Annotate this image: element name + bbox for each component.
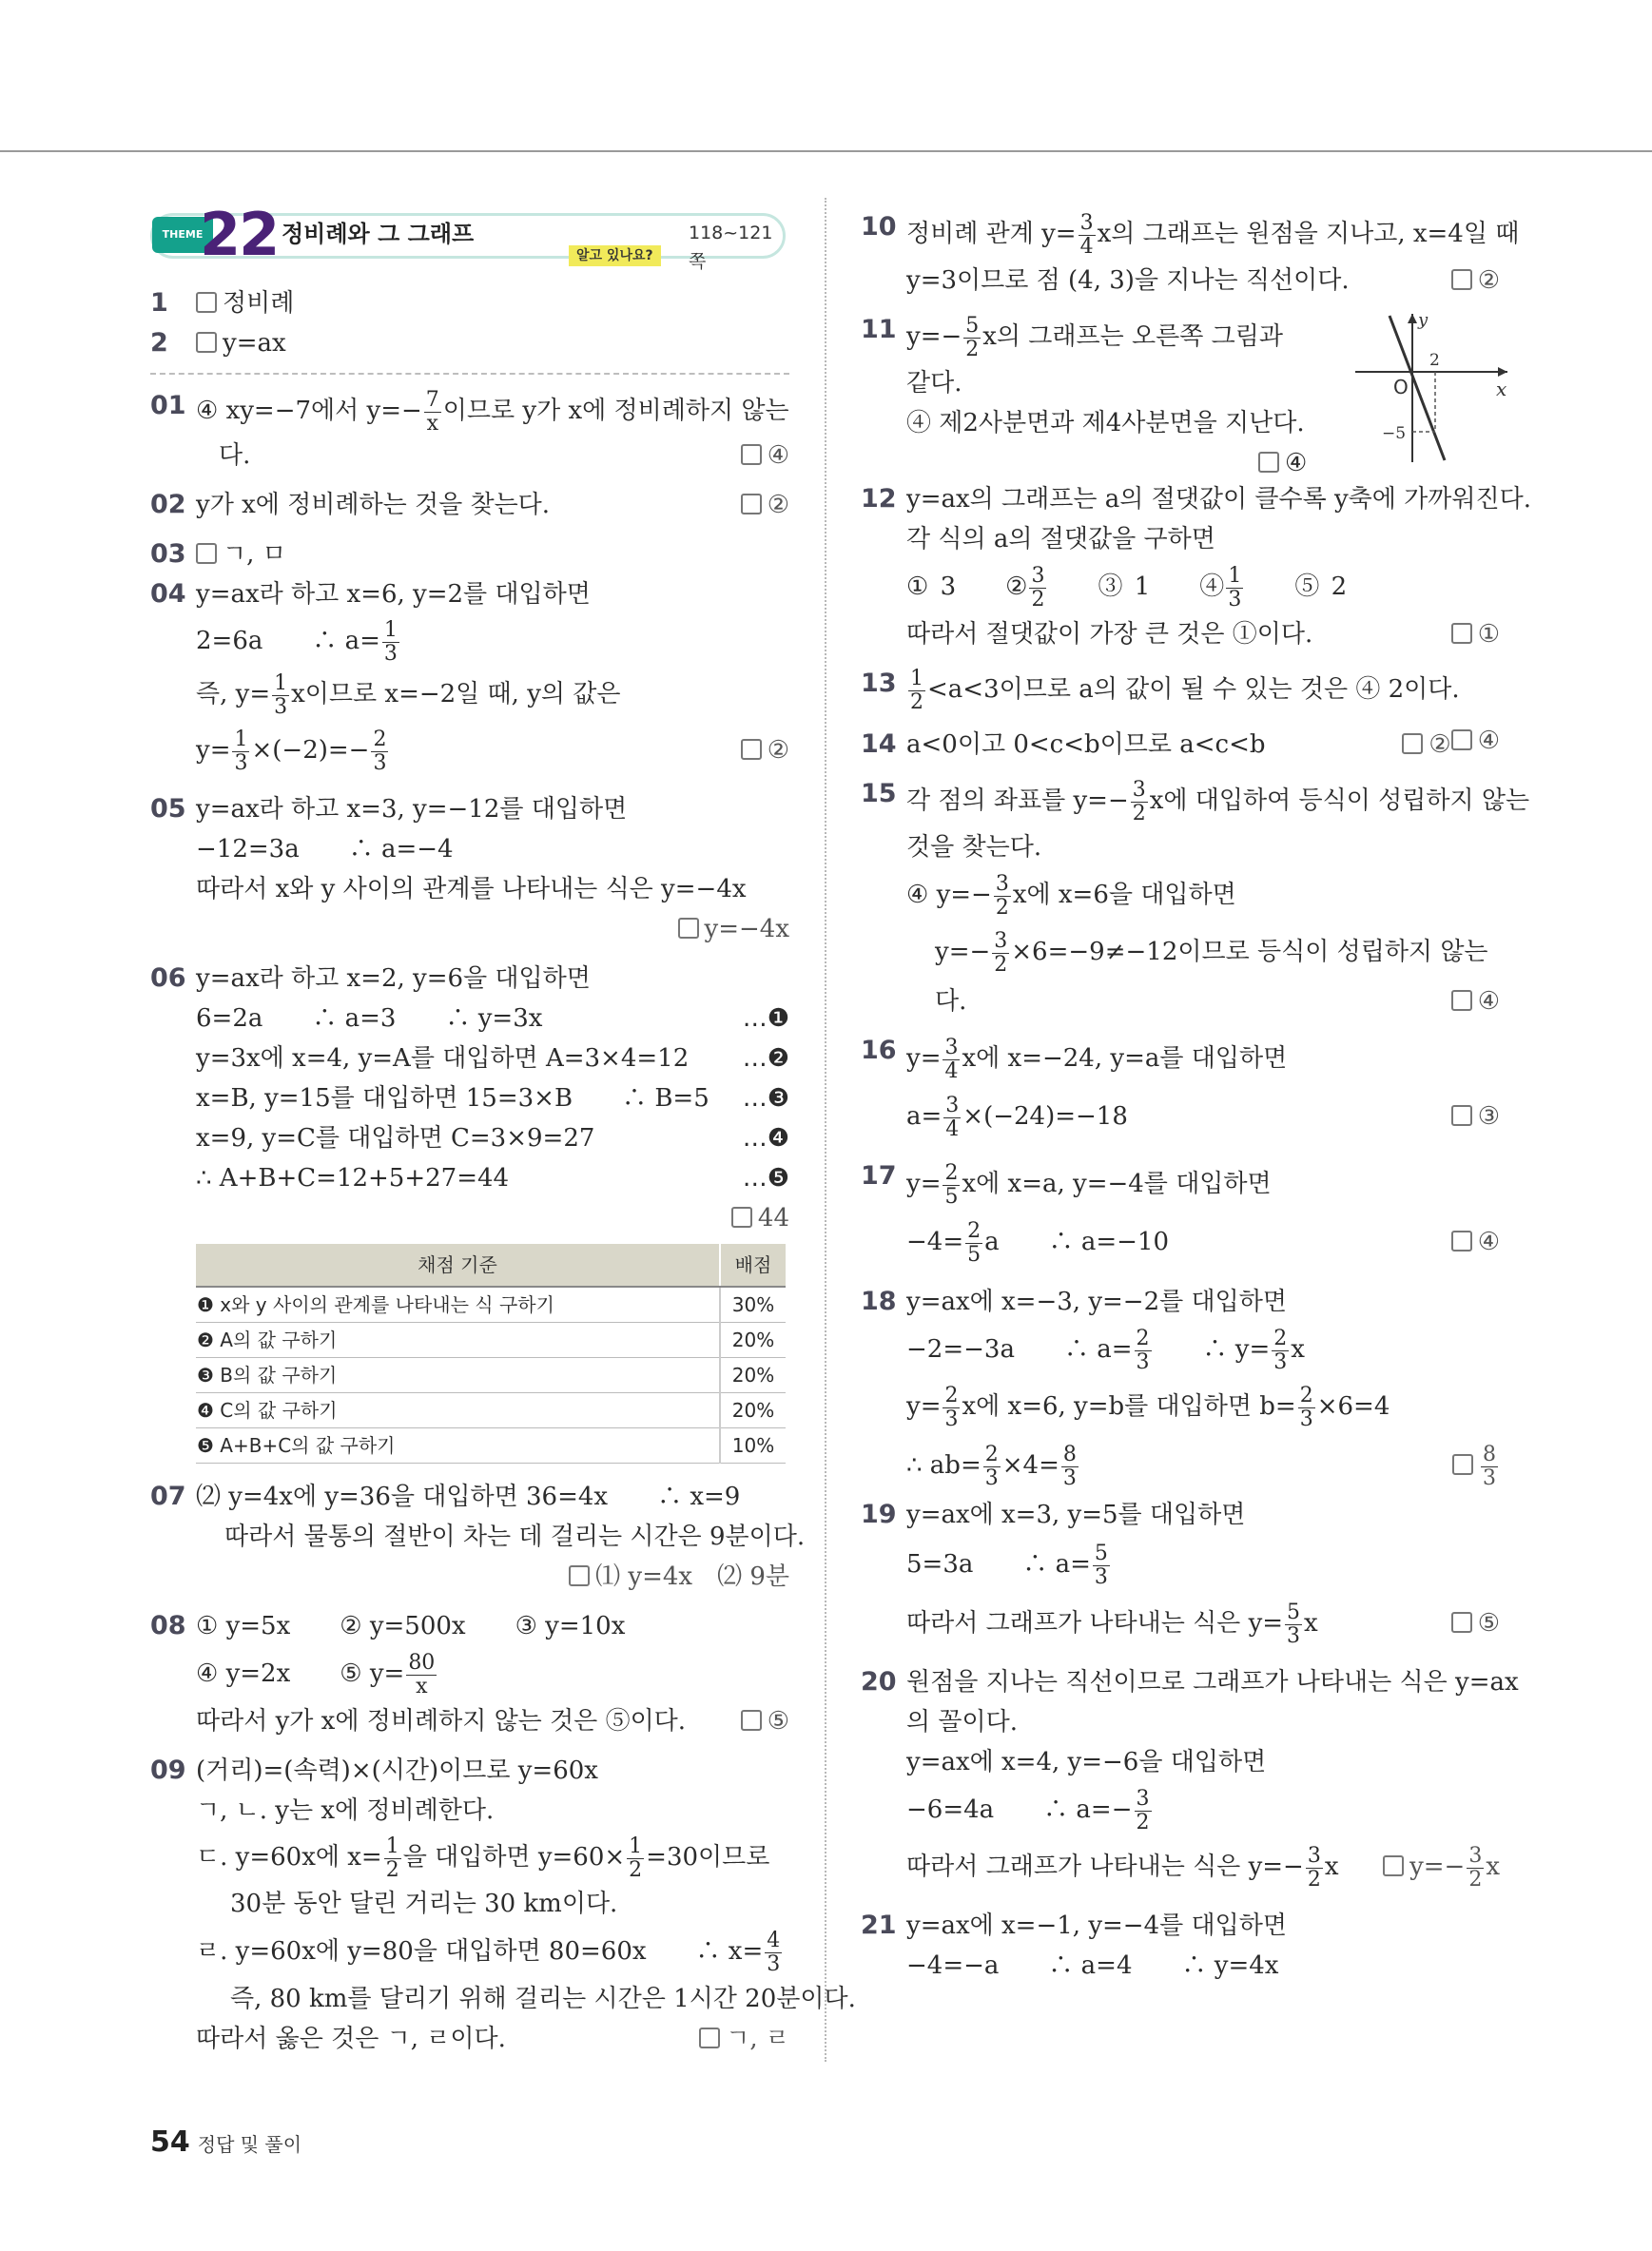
line-graph [1346, 310, 1517, 472]
tick-label-2: 2 [1429, 351, 1440, 370]
answer-21: 21 y=ax에 x=−1, y=−4를 대입하면 −4=−a ∴ a=4 ∴ y=4x [861, 1906, 1500, 1986]
answer-2: 2 y=ax [150, 323, 789, 363]
answer-mark: $\frac{8}{3}$ [1452, 1436, 1500, 1495]
item-number: 07 [150, 1482, 186, 1511]
answer-box-icon [1451, 269, 1472, 290]
answer-mark: ② [1451, 261, 1500, 301]
answer-mark: ④ [1451, 981, 1500, 1021]
answer-1: 1 정비례 [150, 283, 789, 323]
answer-box-icon [1451, 1231, 1472, 1252]
answer-02: 02 y가 x에 정비례하는 것을 찾는다. ② [150, 485, 789, 525]
answer-box-icon [699, 2028, 720, 2048]
item-number: 10 [861, 212, 897, 242]
item-number: 16 [861, 1036, 897, 1065]
answer-06: 06 y=ax라 하고 x=2, y=6을 대입하면 6=2a ∴ a=3 ∴ y=3x …❶ y=3x에 x=4, y=A를 대입하면 A=3×4=12 …❷ x=B, y=15를 대입하면 15=3×B ∴ B=5 …❸ x=9, y=C를 대입하면 C=3×9=27 …❹ ∴ A+B+C=12+5+27=44 …❺ 44 채점 기준 배점 ❶ x와 y 사이의 관계를 나타내는 식 구하기 30% ❷ A의 값 구하기 20% ❸ B의 값 구하기 20% ❹ C의 값 구하기 20% ❺ A+B+C의 값 구하기 10% [150, 959, 789, 1464]
answer-mark: ㄱ, ㄹ [699, 2019, 789, 2059]
answer-14: 14 a<0이고 0<c<b이므로 a<c<b ② [861, 725, 1500, 765]
scoring-table: 채점 기준 배점 ❶ x와 y 사이의 관계를 나타내는 식 구하기 30% ❷ A의 값 구하기 20% ❸ B의 값 구하기 20% ❹ C의 값 구하기 20% ❺ A+B+C의 값 구하기 10% [196, 1244, 786, 1464]
answer-box-icon [1451, 1612, 1472, 1633]
answer-box-icon [569, 1565, 590, 1586]
answer-box-icon [1452, 1454, 1473, 1475]
tick-label-minus5: −5 [1382, 424, 1407, 443]
table-row: ❸ B의 값 구하기 20% [196, 1358, 786, 1393]
theme-title: 정비례와 그 그래프 [282, 221, 475, 247]
answer-mark: ④ [1451, 1212, 1500, 1272]
answer-box-icon [741, 444, 762, 465]
answer-20: 20 원점을 지나는 직선이므로 그래프가 나타내는 식은 y=ax 의 꼴이다. y=ax에 x=4, y=−6을 대입하면 −6=4a ∴ a=− $\frac{3}{2}$ 따라서 그래프가 나타내는 식은 y=− $\frac{3}{2}$ x y=− $\frac{3}{2}$ x [861, 1662, 1500, 1896]
answer-10: 10 정비례 관계 y= $\frac{3}{4}$ x의 그래프는 원점을 지나고, x=4일 때 y=3이므로 점 (4, 3)을 지나는 직선이다. ② [861, 207, 1500, 301]
answer-mark: ④ [1451, 715, 1500, 767]
answer-08: 08 ① y=5x ② y=500x ③ y=10x ④ y=2x ⑤ y= $\frac{80}{x}$ 따라서 y가 x에 정비례하지 않는 것은 ⑤이다. ⑤ [150, 1606, 789, 1741]
answer-box-icon [1383, 1855, 1404, 1876]
answer-box-icon [731, 1207, 752, 1228]
item-number: 13 [861, 669, 897, 698]
table-row: ❹ C의 값 구하기 20% [196, 1393, 786, 1428]
item-number: 12 [861, 484, 897, 514]
theme-header [150, 200, 789, 272]
answer-box-icon [1258, 452, 1279, 473]
answer-16: 16 y= $\frac{3}{4}$ x에 x=−24, y=a를 대입하면 a= $\frac{3}{4}$ ×(−24)=−18 ③ [861, 1031, 1500, 1147]
answer-mark: ④ [741, 436, 789, 475]
answer-box-icon [1451, 623, 1472, 644]
item-number: 17 [861, 1161, 897, 1191]
item-number: 08 [150, 1611, 186, 1640]
answer-mark: ① [1451, 614, 1500, 654]
answer-07: 07 ⑵ y=4x에 y=36을 대입하면 36=4x ∴ x=9 따라서 물통의 절반이 차는 데 걸리는 시간은 9분이다. ⑴ y=4x ⑵ 9분 [150, 1477, 789, 1597]
theme-pages: 118~121쪽 [689, 223, 773, 272]
item-number: 03 [150, 539, 186, 569]
answer-mark: ⑴ y=4x ⑵ 9분 [569, 1557, 789, 1597]
answer-box-icon [741, 1710, 762, 1731]
page-footer [150, 2125, 301, 2159]
answer-mark: 44 [731, 1198, 789, 1238]
answer-mark: ③ [1451, 1086, 1500, 1147]
answer-box-icon [196, 292, 217, 313]
item-number: 15 [861, 779, 897, 808]
answer-03: 03 ㄱ, ㅁ [150, 534, 789, 574]
answer-box-icon [1451, 990, 1472, 1011]
column-divider [825, 198, 826, 2062]
answer-01: 01 ④ xy=−7에서 y=− $\frac{7}{x}$ 이므로 y가 x에 정비례하지 않는 다. ④ [150, 386, 789, 475]
answer-mark: ② [1402, 725, 1450, 765]
item-number: 19 [861, 1500, 897, 1529]
answer-13: 13 $\frac{1}{2}$ <a<3이므로 a의 값이 될 수 있는 것은 ④ 2이다. ④ [861, 664, 1500, 715]
answer-19: 19 y=ax에 x=3, y=5를 대입하면 5=3a ∴ a= $\frac{5}{3}$ 따라서 그래프가 나타내는 식은 y= $\frac{5}{3}$ x ⑤ [861, 1495, 1500, 1653]
answer-mark: y=−4x [678, 909, 789, 949]
axis-label-y: y [1418, 310, 1428, 330]
item-number: 02 [150, 490, 186, 519]
table-row: ❺ A+B+C의 값 구하기 10% [196, 1428, 786, 1464]
answer-11: 11 y=− $\frac{5}{2}$ x의 그래프는 오른쪽 그림과 같다. ④ 제2사분면과 제4사분면을 지난다. ④ y x O 2 −5 [861, 310, 1500, 479]
table-row: ❷ A의 값 구하기 20% [196, 1323, 786, 1358]
header-rule [0, 150, 1652, 152]
answer-box-icon [678, 918, 699, 939]
page-number: 54 [150, 2125, 190, 2159]
theme-badge: THEME [152, 217, 213, 253]
item-number: 05 [150, 794, 186, 824]
table-row: ❶ x와 y 사이의 관계를 나타내는 식 구하기 30% [196, 1287, 786, 1323]
answer-09: 09 (거리)=(속력)×(시간)이므로 y=60x ㄱ, ㄴ. y는 x에 정비례한다. ㄷ. y=60x에 x= $\frac{1}{2}$ 을 대입하면 y=60× $\frac{1}{2}$ =30이므로 30분 동안 달린 거리는 30 km이다. ㄹ. y=60x에 y=80을 대입하면 80=60x ∴ x= $\frac{4}{3}$ 즉, 80 km를 달리기 위해 걸리는 시간은 1시간 20분이다. 따라서 옳은 것은 ㄱ, ㄹ이다. ㄱ, ㄹ [150, 1751, 789, 2059]
footer-label: 정답 및 풀이 [197, 2133, 302, 2156]
answer-15: 15 각 점의 좌표를 y=− $\frac{3}{2}$ x에 대입하여 등식이 성립하지 않는 것을 찾는다. ④ y=− $\frac{3}{2}$ x에 x=6을 대입하면 y=− $\frac{3}{2}$ ×6=−9≠−12이므로 등식이 성립하지 않는 다. ④ [861, 774, 1500, 1021]
right-column [861, 207, 1532, 1986]
answer-mark: ② [741, 721, 789, 780]
answer-mark: ⑤ [741, 1701, 789, 1741]
answer-mark: ② [741, 485, 789, 525]
answer-box-icon [1451, 1105, 1472, 1126]
answer-box-icon [741, 494, 762, 514]
left-column [150, 200, 856, 2059]
know-tag: 알고 있나요? [569, 245, 661, 266]
item-number: 21 [861, 1911, 897, 1940]
answer-mark: y=− $\frac{3}{2}$ x [1383, 1837, 1500, 1896]
item-number: 09 [150, 1756, 186, 1785]
theme-number: 22 [200, 200, 279, 269]
answer-05: 05 y=ax라 하고 x=3, y=−12를 대입하면 −12=3a ∴ a=−4 따라서 x와 y 사이의 관계를 나타내는 식은 y=−4x y=−4x [150, 789, 789, 949]
answer-box-icon [196, 543, 217, 564]
item-number: 18 [861, 1287, 897, 1316]
answer-12: 12 y=ax의 그래프는 a의 절댓값이 클수록 y축에 가까워진다. 각 식의 a의 절댓값을 구하면 ① 3 ② $\frac{3}{2}$ ③ 1 ④ $\frac{1}{3}$ ⑤ 2 따라서 절댓값이 가장 큰 것은 ①이다. ① [861, 479, 1500, 654]
dashed-divider [150, 373, 789, 375]
answer-18: 18 y=ax에 x=−3, y=−2를 대입하면 −2=−3a ∴ a= $\frac{2}{3}$ ∴ y= $\frac{2}{3}$ x y= $\frac{2}{3}$ x에 x=6, y=b를 대입하면 b= $\frac{2}{3}$ ×6=4 ∴ ab= $\frac{2}{3}$ ×4= $\frac{8}{3}$ $\frac{8}{3}$ [861, 1282, 1500, 1495]
item-number: 14 [861, 729, 897, 759]
answer-mark: ⑤ [1451, 1594, 1500, 1653]
answer-17: 17 y= $\frac{2}{5}$ x에 x=a, y=−4를 대입하면 −4= $\frac{2}{5}$ a ∴ a=−10 ④ [861, 1156, 1500, 1272]
origin-label: O [1393, 376, 1409, 398]
item-number: 01 [150, 391, 186, 420]
answer-04: 04 y=ax라 하고 x=6, y=2를 대입하면 2=6a ∴ a= $\frac{1}{3}$ 즉, y= $\frac{1}{3}$ x이므로 x=−2일 때, y의 값은 y= $\frac{1}{3}$ ×(−2)=− $\frac{2}{3}$ ② [150, 574, 789, 780]
item-number: 2 [150, 328, 168, 358]
item-number: 11 [861, 315, 897, 344]
answer-box-icon [741, 739, 762, 760]
axis-label-x: x [1496, 378, 1507, 400]
item-number: 04 [150, 579, 186, 609]
answer-box-icon [1402, 733, 1423, 754]
item-number: 20 [861, 1667, 897, 1697]
item-number: 1 [150, 288, 168, 318]
answer-box-icon [196, 332, 217, 353]
item-number: 06 [150, 963, 186, 993]
